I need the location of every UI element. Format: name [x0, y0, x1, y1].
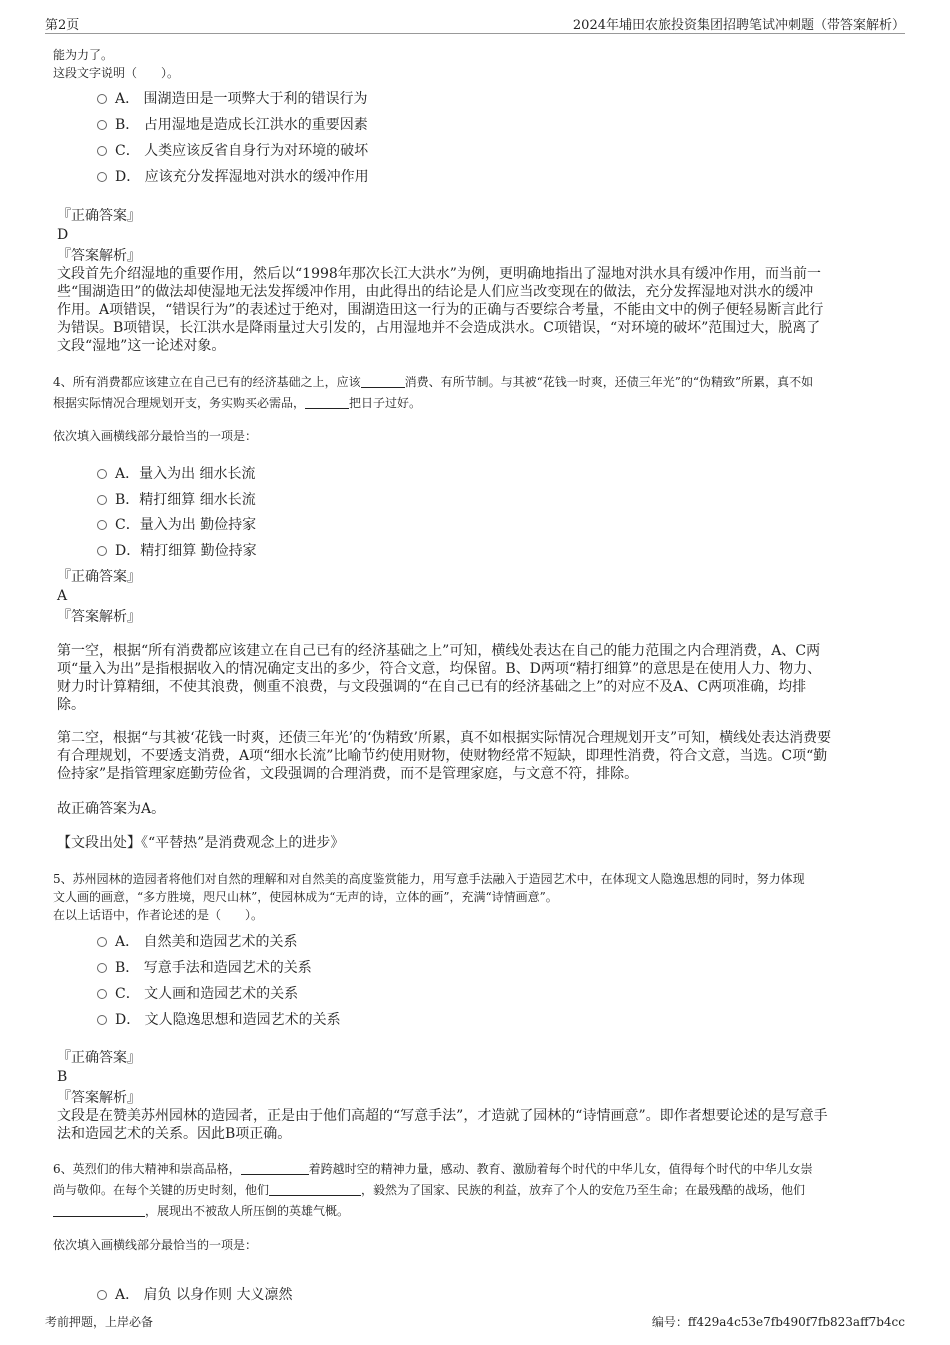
radio-icon[interactable] [97, 94, 107, 104]
radio-icon[interactable] [97, 963, 107, 973]
q5-analysis-label: 『答案解析』 [57, 1090, 141, 1106]
q4-analysis-para1: 第一空，根据“所有消费都应该建立在自己已有的经济基础之上”可知，横线处表达在自己的能力范围之内合理消费，A、C两 项“量入为出”是指根据收入的情况确定支出的多少，符合文意，均保留。B、D两项“精打细算”的意思是在使用人力、物力、 财力时计算精细，不使其浪费，侧重不浪费，与文段强调的“在自己已有的经济基础之上”的对应不及A、C两项准确，均排 除。 [57, 643, 822, 713]
q4-answer: A [57, 588, 68, 604]
document-code: 编号：ff429a4c53e7fb490f7fb823aff7b4cc [651, 1315, 905, 1329]
q4-option-d[interactable]: D．精打细算 勤俭持家 [97, 540, 257, 560]
page-number: 第2页 [45, 18, 80, 33]
q3-option-d[interactable]: D． 应该充分发挥湿地对洪水的缓冲作用 [97, 166, 369, 186]
radio-icon[interactable] [97, 172, 107, 182]
q3-analysis-label: 『答案解析』 [57, 248, 141, 264]
q5-answer: B [57, 1069, 68, 1085]
q3-option-c[interactable]: C． 人类应该反省自身行为对环境的破坏 [97, 140, 368, 160]
q6-stem-line2: 尚与敬仰。在每个关键的历史时刻，他们 ，毅然为了国家、民族的利益，放弃了个人的安危乃至生命；在最残酷的战场，他们 [53, 1183, 806, 1197]
document-title: 2024年埔田农旅投资集团招聘笔试冲刺题（带答案解析） [572, 18, 905, 33]
q3-tail: 能为力了。 [53, 48, 114, 62]
radio-icon[interactable] [97, 469, 107, 479]
q3-option-a[interactable]: A． 围湖造田是一项弊大于利的错误行为 [97, 88, 368, 108]
q4-stem-line2: 根据实际情况合理规划开支，务实购买必需品， 把日子过好。 [53, 396, 422, 410]
q3-prompt: 这段文字说明（ ）。 [53, 66, 180, 80]
q4-source: 【文段出处】《“平替热”是消费观念上的进步》 [57, 835, 345, 851]
q4-conclusion: 故正确答案为A。 [57, 801, 166, 817]
radio-icon[interactable] [97, 1015, 107, 1025]
q5-option-c[interactable]: C． 文人画和造园艺术的关系 [97, 983, 298, 1003]
q4-option-c[interactable]: C．量入为出 勤俭持家 [97, 514, 256, 534]
q4-option-b[interactable]: B．精打细算 细水长流 [97, 489, 256, 509]
q5-stem: 5、苏州园林的造园者将他们对自然的理解和对自然美的高度鉴赏能力，用写意手法融入于造园艺术中，在体现文人隐逸思想的同时，努力体现 文人画的画意，“多方胜境，咫尺山林”，使园林成为“无声的诗，立体的画”，充满“诗情画意”。 在以上话语中，作者论述的是（ ）。 [53, 872, 805, 922]
q3-answer: D [57, 227, 69, 243]
blank [53, 1204, 145, 1217]
q5-option-b[interactable]: B． 写意手法和造园艺术的关系 [97, 957, 312, 977]
footer-slogan: 考前押题，上岸必备 [45, 1315, 154, 1329]
q6-prompt: 依次填入画横线部分最恰当的一项是： [53, 1238, 258, 1252]
radio-icon[interactable] [97, 146, 107, 156]
radio-icon[interactable] [97, 120, 107, 130]
q3-analysis: 文段首先介绍湿地的重要作用，然后以“1998年那次长江大洪水”为例，更明确地指出了湿地对洪水具有缓冲作用，而当前一 些“围湖造田”的做法却使湿地无法发挥缓冲作用，由此得出的结论是人们应当改变现在的做法，充分发挥湿地对洪水的缓冲 作用。A项错误，“错误行为”的表述过于绝对，围湖造田这一行为的正确与否要综合考量，不能由文中的例子便轻易断言此行 为错误。B项错误，长江洪水是降雨量过大引发的，占用湿地并不会造成洪水。C项错误，“对环境的破坏”范围过大，脱离了 文段“湿地”这一论述对象。 [57, 266, 824, 354]
q3-option-b[interactable]: B． 占用湿地是造成长江洪水的重要因素 [97, 114, 368, 134]
radio-icon[interactable] [97, 989, 107, 999]
page-header [45, 13, 905, 34]
radio-icon[interactable] [97, 520, 107, 530]
radio-icon[interactable] [97, 495, 107, 505]
q3-answer-label: 『正确答案』 [57, 208, 141, 224]
q4-option-a[interactable]: A．量入为出 细水长流 [97, 463, 256, 483]
blank [241, 1162, 309, 1175]
radio-icon[interactable] [97, 1290, 107, 1300]
blank [269, 1183, 361, 1196]
q5-analysis: 文段是在赞美苏州园林的造园者，正是由于他们高超的“写意手法”，才造就了园林的“诗情画意”。即作者想要论述的是写意手 法和造园艺术的关系。因此B项正确。 [57, 1108, 828, 1142]
q5-option-a[interactable]: A． 自然美和造园艺术的关系 [97, 931, 298, 951]
q4-analysis-label: 『答案解析』 [57, 609, 141, 625]
blank [305, 396, 349, 409]
q4-prompt: 依次填入画横线部分最恰当的一项是： [53, 429, 258, 443]
q5-answer-label: 『正确答案』 [57, 1050, 141, 1066]
blank [361, 375, 405, 388]
q4-analysis-para2: 第二空，根据“与其被‘花钱一时爽，还债三年光’的‘伪精致’所累，真不如根据实际情况合理规划开支”可知，横线处表达消费要 有合理规划，不要透支消费，A项“细水长流”比喻节约使用财物，使财物经常不短缺，即理性消费，符合文意，当选。C项“勤 俭持家”是指管理家庭勤劳俭省，文段强调的合理消费，而不是管理家庭，与文意不符，排除。 [57, 730, 832, 782]
q6-stem-line3: ，展现出不被敌人所压倒的英雄气概。 [53, 1202, 349, 1220]
q6-stem-line1: 6、英烈们的伟大精神和崇高品格， 着跨越时空的精神力量，感动、教育、激励着每个时代的中华儿女，值得每个时代的中华儿女崇 [53, 1162, 813, 1176]
radio-icon[interactable] [97, 937, 107, 947]
radio-icon[interactable] [97, 546, 107, 556]
q4-stem-line1: 4、所有消费都应该建立在自己已有的经济基础之上，应该 消费、有所节制。与其被“花钱一时爽，还债三年光”的“伪精致”所累，真不如 [53, 375, 814, 389]
q4-answer-label: 『正确答案』 [57, 569, 141, 585]
q5-option-d[interactable]: D． 文人隐逸思想和造园艺术的关系 [97, 1009, 341, 1029]
q6-option-a[interactable]: A． 肩负 以身作则 大义凛然 [97, 1284, 292, 1304]
